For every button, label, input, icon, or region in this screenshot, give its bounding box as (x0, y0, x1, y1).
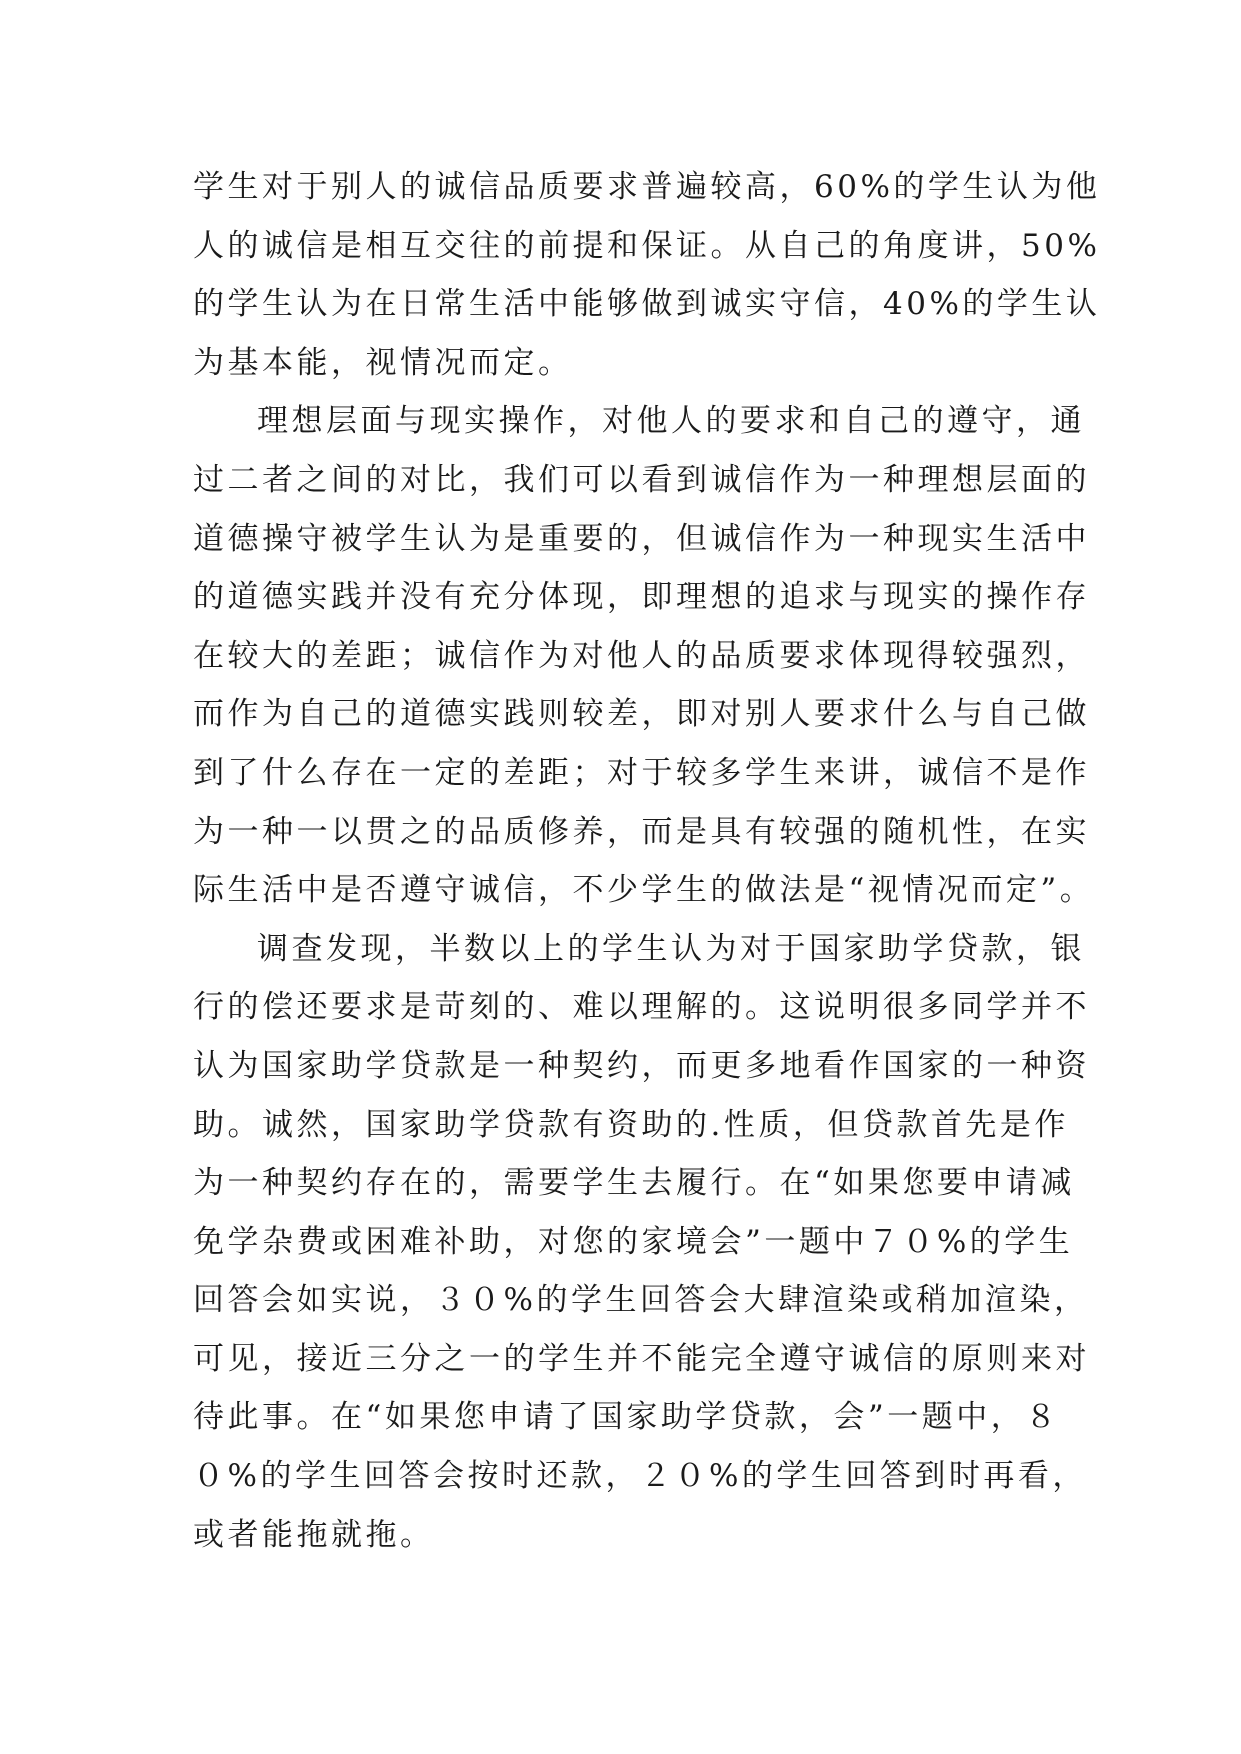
text-line: 为基本能，视情况而定。 (193, 344, 573, 381)
text-line: 过二者之间的对比，我们可以看到诚信作为一种理想层面的 (193, 461, 1090, 498)
text-line: 可见，接近三分之一的学生并不能完全遵守诚信的原则来对 (193, 1340, 1090, 1377)
text-line: 助。诚然，国家助学贷款有资助的.性质，但贷款首先是作 (193, 1106, 1069, 1143)
paragraph-2 (193, 392, 1095, 919)
text-line: ０%的学生回答会按时还款，２０%的学生回答到时再看， (193, 1458, 1087, 1495)
text-line: 而作为自己的道德实践则较差，即对别人要求什么与自己做 (193, 696, 1090, 733)
text-line: 为一种一以贯之的品质修养，而是具有较强的随机性，在实 (193, 813, 1090, 850)
text-line: 道德操守被学生认为是重要的，但诚信作为一种现实生活中 (193, 520, 1090, 557)
text-line: 认为国家助学贷款是一种契约，而更多地看作国家的一种资 (193, 1047, 1090, 1084)
text-line: 人的诚信是相互交往的前提和保证。从自己的角度讲，50% (193, 227, 1101, 264)
text-line: 到了什么存在一定的差距；对于较多学生来讲，诚信不是作 (193, 754, 1090, 791)
text-line: 的道德实践并没有充分体现，即理想的追求与现实的操作存 (193, 579, 1090, 616)
text-line: 理想层面与现实操作，对他人的要求和自己的遵守，通 (257, 403, 1085, 440)
text-line: 为一种契约存在的，需要学生去履行。在“如果您要申请减 (193, 1165, 1075, 1202)
text-line: 免学杂费或困难补助，对您的家境会”一题中７０%的学生 (193, 1223, 1074, 1260)
paragraph-3 (193, 920, 1090, 1565)
text-line: 学生对于别人的诚信品质要求普遍较高，60%的学生认为他 (193, 169, 1101, 205)
text-line: 在较大的差距；诚信作为对他人的品质要求体现得较强烈， (193, 637, 1090, 674)
text-line: 回答会如实说，３０%的学生回答会大肆渲染或稍加渲染， (193, 1282, 1089, 1319)
text-line: 的学生认为在日常生活中能够做到诚实守信，40%的学生认 (193, 286, 1101, 323)
paragraph-1 (193, 158, 1101, 392)
text-line: 待此事。在“如果您申请了国家助学贷款，会”一题中，８ (193, 1399, 1060, 1436)
text-line: 际生活中是否遵守诚信，不少学生的做法是“视情况而定”。 (193, 872, 1095, 909)
body-text (193, 158, 1101, 1564)
text-line: 行的偿还要求是苛刻的、难以理解的。这说明很多同学并不 (193, 989, 1090, 1026)
text-line: 或者能拖就拖。 (193, 1516, 435, 1553)
text-line: 调查发现，半数以上的学生认为对于国家助学贷款，银 (257, 930, 1085, 967)
